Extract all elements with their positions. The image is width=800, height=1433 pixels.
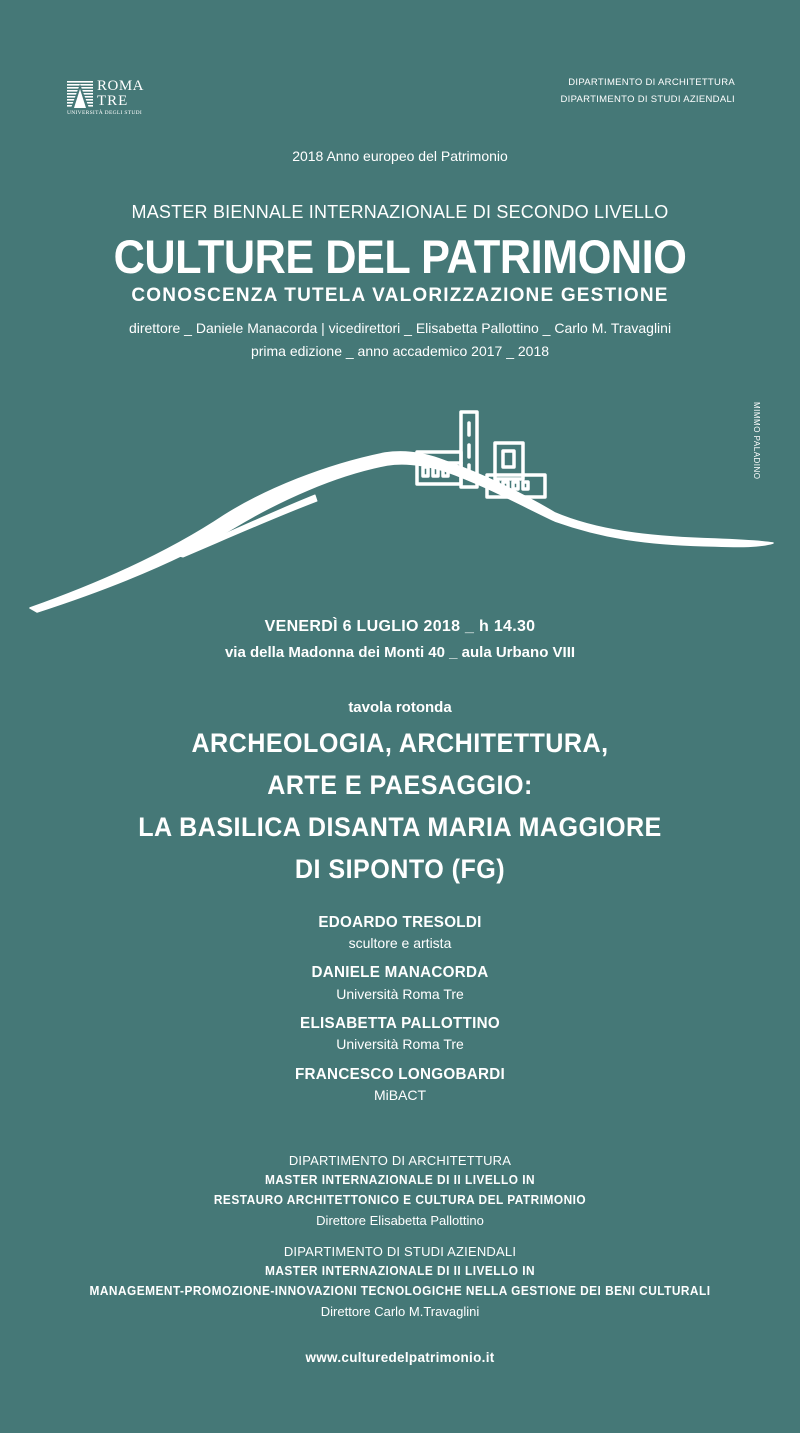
footer-master-name: MANAGEMENT-PROMOZIONE-INNOVAZIONI TECNOLOGICHE NELLA GESTIONE DEI BENI CULTURALI [89,1284,711,1298]
directors-line: direttore _ Daniele Manacorda | vicedirettori _ Elisabetta Pallottino _ Carlo M. Travaglini [128,320,672,336]
speaker-affiliation: scultore e artista [348,935,452,951]
talk-title-line-3: LA BASILICA DISANTA MARIA MAGGIORE [138,812,662,842]
subtitle: CONOSCENZA TUTELA VALORIZZAZIONE GESTIONE [131,285,669,306]
footer-master-line: MASTER INTERNAZIONALE DI II LIVELLO IN [264,1173,536,1187]
speaker-name: FRANCESCO LONGOBARDI [294,1066,506,1083]
year-theme: 2018 Anno europeo del Patrimonio [292,148,508,164]
roma-tre-logo [67,78,147,120]
footer-director: Direttore Carlo M.Travaglini [320,1304,480,1319]
logo-tre: TRE [97,93,129,109]
event-venue: via della Madonna dei Monti 40 _ aula Urbano VIII [224,644,576,661]
page-title: CULTURE DEL PATRIMONIO [113,230,687,283]
footer-department-business: DIPARTIMENTO DI STUDI AZIENDALI [283,1244,517,1259]
speaker-name: EDOARDO TRESOLDI [318,914,482,931]
logo-roma: ROMA [97,78,145,94]
footer-department-architecture: DIPARTIMENTO DI ARCHITETTURA [288,1153,512,1168]
footer-master-line: MASTER INTERNAZIONALE DI II LIVELLO IN [264,1264,536,1278]
footer-director: Direttore Elisabetta Pallottino [316,1213,484,1228]
speaker-name: DANIELE MANACORDA [311,964,489,981]
edition-line: prima edizione _ anno accademico 2017 _ 2018 [250,343,550,359]
speaker-name: ELISABETTA PALLOTTINO [300,1015,500,1032]
speaker-affiliation: Università Roma Tre [336,986,464,1002]
department-business-studies: DIPARTIMENTO DI STUDI AZIENDALI [560,94,735,105]
event-date: VENERDÌ 6 LUGLIO 2018 _ h 14.30 [264,618,536,635]
event-kind: tavola rotonda [348,699,452,716]
hill-drawing-illustration [25,405,780,615]
logo-university: UNIVERSITÀ DEGLI STUDI [67,110,143,116]
roma-tre-emblem-icon [67,81,93,109]
department-architecture: DIPARTIMENTO DI ARCHITETTURA [568,77,735,88]
talk-title-line-2: ARTE E PAESAGGIO: [267,770,533,800]
talk-title-line-4: DI SIPONTO (FG) [294,854,506,884]
footer-master-name: RESTAURO ARCHITETTONICO E CULTURA DEL PATRIMONIO [213,1193,587,1207]
master-type: MASTER BIENNALE INTERNAZIONALE DI SECONDO LIVELLO [131,202,669,222]
speaker-affiliation: MiBACT [373,1087,427,1103]
artist-credit: MIMMO PALADINO [752,402,761,480]
speaker-affiliation: Università Roma Tre [336,1036,464,1052]
website-link[interactable]: www.culturedelpatrimonio.it [305,1350,495,1365]
talk-title-line-1: ARCHEOLOGIA, ARCHITETTURA, [191,728,609,758]
